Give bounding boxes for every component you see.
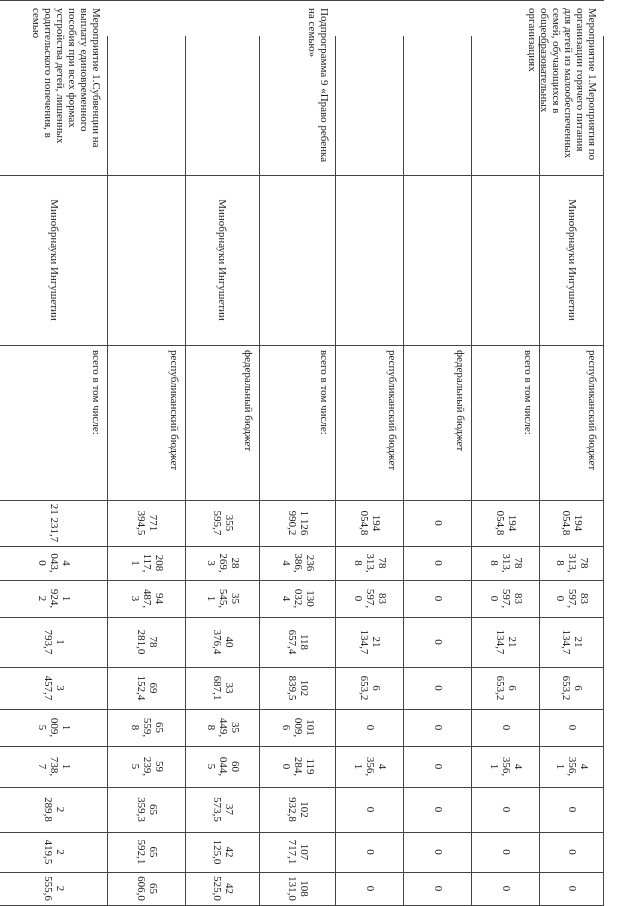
row-label: республиканский бюджет: [168, 350, 180, 471]
section-title: Подпрограмма 9 «Право ребенка на семью»: [306, 8, 330, 163]
value-cell: 0: [432, 639, 444, 645]
value-cell: 65 592,1: [135, 839, 159, 865]
value-cell: 21 134,7: [494, 629, 518, 655]
value-cell: 83 597, 0: [488, 588, 524, 609]
value-cell: 1 738, 7: [36, 756, 72, 777]
value-cell: 78 313, 8: [488, 553, 524, 573]
value-cell: 94 487, 3: [129, 588, 165, 609]
column-rule: [0, 345, 604, 346]
value-cell: 21 231,7: [48, 503, 60, 543]
value-cell: 28 269, 3: [205, 553, 241, 573]
value-cell: 6 653,2: [494, 675, 518, 701]
row-label: республиканский бюджет: [586, 350, 598, 471]
value-cell: 0: [566, 806, 578, 813]
value-cell: 21 134,7: [358, 629, 382, 655]
value-cell: 0: [566, 849, 578, 855]
value-cell: 107 717,1: [286, 839, 310, 865]
value-cell: 208 117, 1: [129, 553, 165, 573]
value-cell: 4 356, 1: [488, 756, 524, 777]
value-cell: 6 653,2: [358, 675, 382, 701]
value-cell: 119 284, 0: [280, 756, 316, 777]
value-cell: 21 134,7: [560, 629, 584, 655]
value-cell: 4 356, 1: [554, 756, 590, 777]
value-cell: 3 457,7: [42, 675, 66, 701]
value-cell: 0: [364, 806, 376, 813]
value-cell: 35 545, 1: [205, 588, 241, 609]
value-cell: 1 793,7: [42, 629, 66, 655]
value-cell: 78 281,0: [135, 629, 159, 655]
value-cell: 69 152,4: [135, 675, 159, 701]
value-cell: 0: [432, 595, 444, 602]
value-cell: 42 125,0: [211, 839, 235, 865]
value-cell: 130 032, 4: [280, 588, 316, 609]
section-executor: Минобрнауки Ингушетии: [216, 199, 228, 321]
section-executor: Минобрнауки Ингушетии: [566, 199, 578, 321]
column-rule: [0, 175, 604, 176]
value-cell: 4 356, 1: [352, 756, 388, 777]
value-cell: 65 606,0: [135, 876, 159, 901]
value-cell: 4 043, 0: [36, 553, 72, 573]
value-cell: 6 653,2: [560, 675, 584, 701]
value-cell: 83 597, 0: [352, 588, 388, 609]
value-cell: 0: [432, 885, 444, 892]
value-cell: 33 687,1: [211, 675, 235, 701]
value-cell: 0: [500, 885, 512, 892]
value-cell: 0: [432, 724, 444, 731]
value-cell: 0: [432, 763, 444, 770]
value-cell: 0: [432, 520, 444, 526]
row-label: федеральный бюджет: [454, 350, 466, 452]
value-cell: 60 044, 5: [205, 756, 241, 777]
row-rule: [107, 36, 108, 905]
value-cell: 0: [432, 560, 444, 566]
value-cell: 0: [364, 849, 376, 855]
value-cell: 101 009, 6: [280, 717, 316, 738]
value-cell: 35 449, 8: [205, 717, 241, 738]
value-cell: 0: [432, 685, 444, 691]
value-cell: 0: [566, 885, 578, 892]
value-cell: 1 126 990,2: [286, 510, 310, 536]
row-label: всего в том числе:: [90, 350, 102, 435]
row-label: федеральный бюджет: [242, 350, 254, 452]
value-cell: 108 131,0: [286, 876, 310, 901]
value-cell: 78 313, 8: [554, 553, 590, 573]
row-rule: [603, 36, 604, 905]
value-cell: 0: [432, 849, 444, 855]
row-rule: [335, 36, 336, 905]
row-label: республиканский бюджет: [386, 350, 398, 471]
value-cell: 2 555,6: [42, 876, 66, 901]
value-cell: 1 924, 2: [36, 588, 72, 609]
value-cell: 102 839,5: [286, 675, 310, 701]
value-cell: 1 009, 5: [36, 717, 72, 738]
value-cell: 42 525,0: [211, 876, 235, 901]
value-cell: 355 595,7: [211, 510, 235, 536]
value-cell: 65 559, 8: [129, 717, 165, 738]
value-cell: 118 657,4: [286, 629, 310, 655]
value-cell: 65 359,3: [135, 797, 159, 822]
value-cell: 83 597, 0: [554, 588, 590, 609]
value-cell: 194 054,8: [494, 510, 518, 536]
value-cell: 0: [364, 724, 376, 731]
value-cell: 0: [364, 885, 376, 892]
value-cell: 2 289,8: [42, 797, 66, 822]
section-executor: Минобрнауки Ингушетии: [48, 199, 60, 321]
value-cell: 78 313, 8: [352, 553, 388, 573]
value-cell: 37 573,5: [211, 797, 235, 822]
row-label: всего в том числе:: [522, 350, 534, 435]
value-cell: 194 054,8: [560, 510, 584, 536]
value-cell: 194 054,8: [358, 510, 382, 536]
row-label: всего в том числе:: [318, 350, 330, 435]
value-cell: 0: [566, 724, 578, 731]
value-cell: 0: [500, 849, 512, 855]
value-cell: 102 932,8: [286, 797, 310, 822]
section-title: Мероприятие 1.Субвенции на выплату единовременного пособия при всех формах устройства детей, лишенных родительского попечения, в семью: [30, 8, 102, 148]
value-cell: 0: [500, 724, 512, 731]
value-cell: 2 419,5: [42, 839, 66, 865]
value-cell: 59 239, 5: [129, 756, 165, 777]
value-cell: 771 394,5: [135, 510, 159, 536]
value-cell: 40 376,4: [211, 629, 235, 655]
value-cell: 0: [500, 806, 512, 813]
row-rule: [471, 36, 472, 905]
value-cell: 236 386, 4: [280, 553, 316, 573]
section-title: Мероприятие 1.Мероприятия по организации горячего питания для детей из малообеспеченных семей, обучающихся в общеобразовательных организациях: [526, 8, 598, 161]
value-cell: 0: [432, 806, 444, 813]
column-rule: [0, 0, 604, 1]
row-rule: [403, 36, 404, 905]
